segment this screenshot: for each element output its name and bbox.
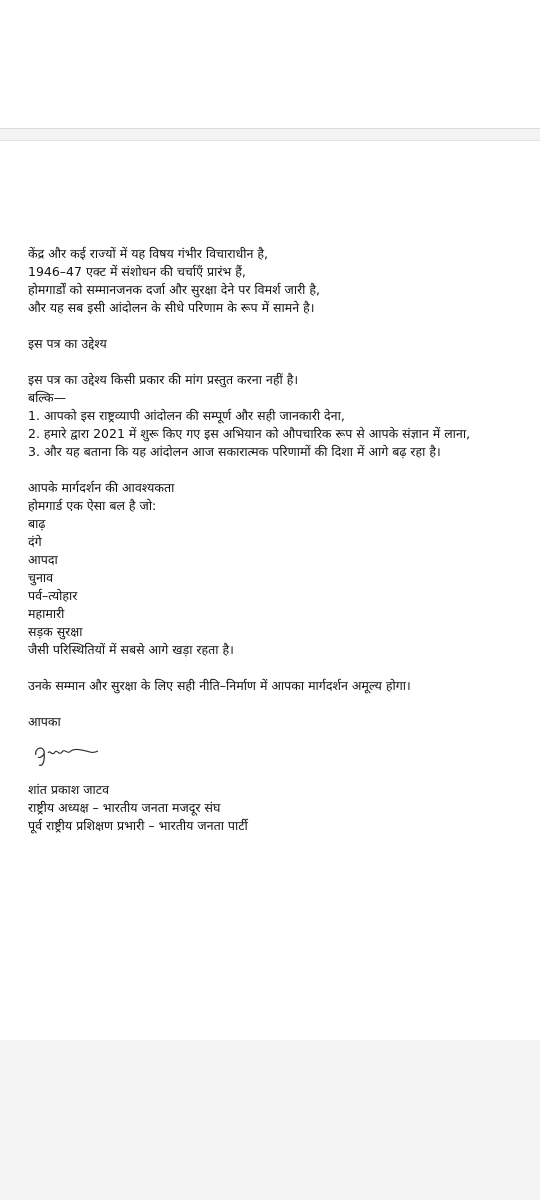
para1-line-1: केंद्र और कई राज्यों में यह विषय गंभीर विचाराधीन है,: [28, 246, 269, 261]
para3-line-1: आपके मार्गदर्शन की आवश्यकता: [28, 480, 175, 495]
letter-body: [28, 245, 532, 835]
para3-line-4: दंगे: [28, 534, 42, 549]
para1-line-3: होमगार्डों को सम्मानजनक दर्जा और सुरक्षा देने पर विमर्श जारी है,: [28, 282, 321, 297]
para3-line-3: बाढ़: [28, 516, 46, 531]
para3-line-10: जैसी परिस्थितियों में सबसे आगे खड़ा रहता है।: [28, 642, 234, 657]
signature-image: [30, 735, 100, 769]
para4-line: उनके सम्मान और सुरक्षा के लिए सही नीति–निर्माण में आपका मार्गदर्शन अमूल्य होगा।: [28, 678, 411, 693]
closing-text: आपका: [28, 714, 61, 729]
para3-line-9: सड़क सुरक्षा: [28, 624, 83, 639]
para2-line-5: 3. और यह बताना कि यह आंदोलन आज सकारात्मक परिणामों की दिशा में आगे बढ़ रहा है।: [28, 444, 441, 459]
signatory-title-2: पूर्व राष्ट्रीय प्रशिक्षण प्रभारी – भारतीय जनता पार्टी: [28, 818, 248, 833]
para2-line-2: बल्कि—: [28, 390, 67, 405]
para3-line-5: आपदा: [28, 552, 58, 567]
para2-line-1: इस पत्र का उद्देश्य किसी प्रकार की मांग प्रस्तुत करना नहीं है।: [28, 372, 299, 387]
para2-line-3: 1. आपको इस राष्ट्रव्यापी आंदोलन की सम्पूर्ण और सही जानकारी देना,: [28, 408, 345, 423]
section-heading-purpose: इस पत्र का उद्देश्य: [28, 336, 107, 351]
para1-line-2: 1946–47 एक्ट में संशोधन की चर्चाएँ प्रारंभ हैं,: [28, 264, 246, 279]
signatory-title-1: राष्ट्रीय अध्यक्ष – भारतीय जनता मजदूर संघ: [28, 800, 221, 815]
para3-line-2: होमगार्ड एक ऐसा बल है जो:: [28, 498, 157, 513]
para3-line-7: पर्व–त्योहार: [28, 588, 78, 603]
viewer-top-bar: [0, 0, 540, 129]
signature: [28, 731, 532, 781]
signatory-name: शांत प्रकाश जाटव: [28, 782, 110, 797]
para2-line-4: 2. हमारे द्वारा 2021 में शुरू किए गए इस अभियान को औपचारिक रूप से आपके संज्ञान में लाना,: [28, 426, 471, 441]
para3-line-6: चुनाव: [28, 570, 54, 585]
para3-line-8: महामारी: [28, 606, 65, 621]
document-page[interactable]: [0, 140, 540, 1042]
viewer-bottom-area: [0, 1040, 540, 1200]
para1-line-4: और यह सब इसी आंदोलन के सीधे परिणाम के रूप में सामने है।: [28, 300, 315, 315]
